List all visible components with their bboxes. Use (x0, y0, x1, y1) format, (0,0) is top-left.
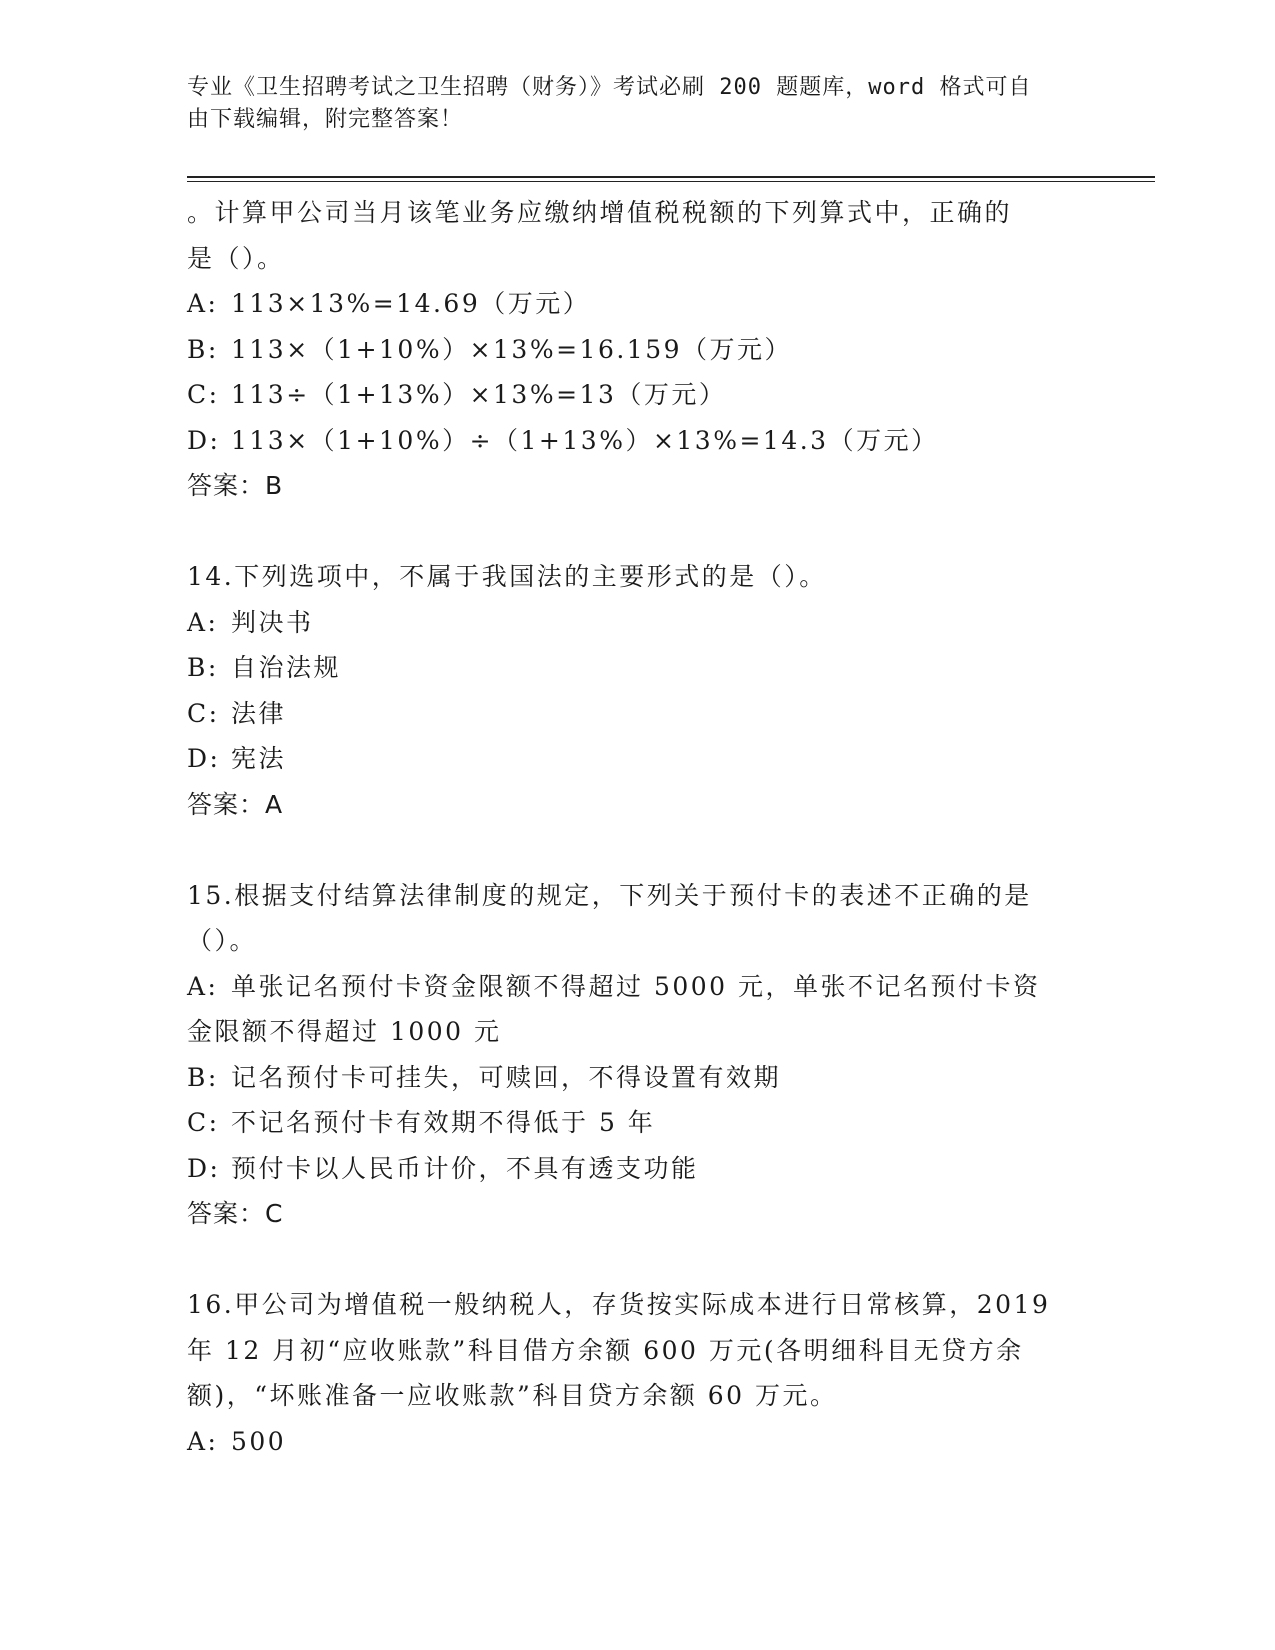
option-a-continued: 金限额不得超过 1000 元 (187, 1017, 502, 1046)
spacer (187, 1237, 1077, 1283)
option-text: 判决书 (231, 607, 314, 637)
option-d (187, 736, 1077, 782)
option-d (187, 1146, 1077, 1192)
answer: 答案：A (187, 789, 284, 819)
header-rule-thin (187, 181, 1155, 182)
option-b (187, 327, 1077, 373)
answer: 答案：C (187, 1199, 284, 1228)
option-label: A: (187, 289, 219, 318)
spacer (187, 509, 1077, 555)
option-label: D: (187, 1153, 221, 1183)
question-stem: 14.下列选项中，不属于我国法的主要形式的是（）。 (187, 562, 827, 591)
question-stem: 年 12 月初“应收账款”科目借方余额 600 万元(各明细科目无贷方余 (187, 1335, 1024, 1365)
option-text: 记名预付卡可挂失，可赎回，不得设置有效期 (231, 1062, 782, 1092)
option-label: B: (187, 1062, 219, 1092)
option-b (187, 645, 1077, 691)
option-label: C: (187, 698, 220, 728)
question-14 (187, 554, 1077, 827)
option-a (187, 281, 1077, 327)
option-c (187, 691, 1077, 737)
header-line-2: 由下载编辑，附完整答案！ (187, 107, 464, 132)
option-c (187, 1100, 1077, 1146)
question-stem: 是（）。 (187, 243, 285, 273)
option-a (187, 964, 1077, 1010)
question-16 (187, 1282, 1077, 1464)
question-13 (187, 190, 1077, 509)
question-15 (187, 873, 1077, 1237)
option-label: B: (187, 653, 219, 682)
option-d (187, 418, 1077, 464)
spacer (187, 827, 1077, 873)
header-line-1: 专业《卫生招聘考试之卫生招聘（财务）》考试必刷 200 题题库，word 格式可自 (187, 75, 1032, 100)
option-label: C: (187, 380, 220, 409)
option-text: 宪法 (231, 744, 287, 773)
option-label: A: (187, 971, 219, 1001)
option-label: B: (187, 334, 219, 364)
option-label: A: (187, 1426, 219, 1456)
question-stem: 额)，“坏账准备一应收账款”科目贷方余额 60 万元。 (187, 1381, 838, 1410)
option-label: C: (187, 1108, 220, 1137)
option-text: 113÷（1+13%）×13%=13（万元） (231, 380, 727, 409)
question-stem: 16.甲公司为增值税一般纳税人，存货按实际成本进行日常核算，2019 (187, 1290, 1051, 1319)
option-b (187, 1055, 1077, 1101)
option-text: 自治法规 (231, 653, 342, 682)
question-stem: （）。 (187, 926, 258, 955)
option-text: 113×（1+10%）÷（1+13%）×13%=14.3（万元） (231, 425, 939, 455)
option-text: 500 (231, 1426, 287, 1456)
document-body (187, 190, 1077, 1464)
answer: 答案：B (187, 471, 284, 500)
option-text: 单张记名预付卡资金限额不得超过 5000 元，单张不记名预付卡资 (231, 971, 1041, 1001)
option-c (187, 372, 1077, 418)
option-text: 法律 (231, 698, 287, 728)
question-stem: 15.根据支付结算法律制度的规定，下列关于预付卡的表述不正确的是 (187, 880, 1032, 910)
option-text: 预付卡以人民币计价，不具有透支功能 (231, 1153, 699, 1183)
document-header (187, 72, 1067, 136)
header-rule-thick (187, 176, 1155, 178)
option-text: 113×（1+10%）×13%=16.159（万元） (231, 334, 793, 364)
option-text: 不记名预付卡有效期不得低于 5 年 (231, 1108, 656, 1137)
option-label: D: (187, 425, 221, 455)
option-label: D: (187, 744, 221, 773)
question-stem: 。计算甲公司当月该笔业务应缴纳增值税税额的下列算式中，正确的 (187, 198, 1013, 227)
option-label: A: (187, 607, 219, 637)
option-a (187, 1419, 1077, 1465)
option-a (187, 600, 1077, 646)
option-text: 113×13%=14.69（万元） (231, 289, 591, 318)
